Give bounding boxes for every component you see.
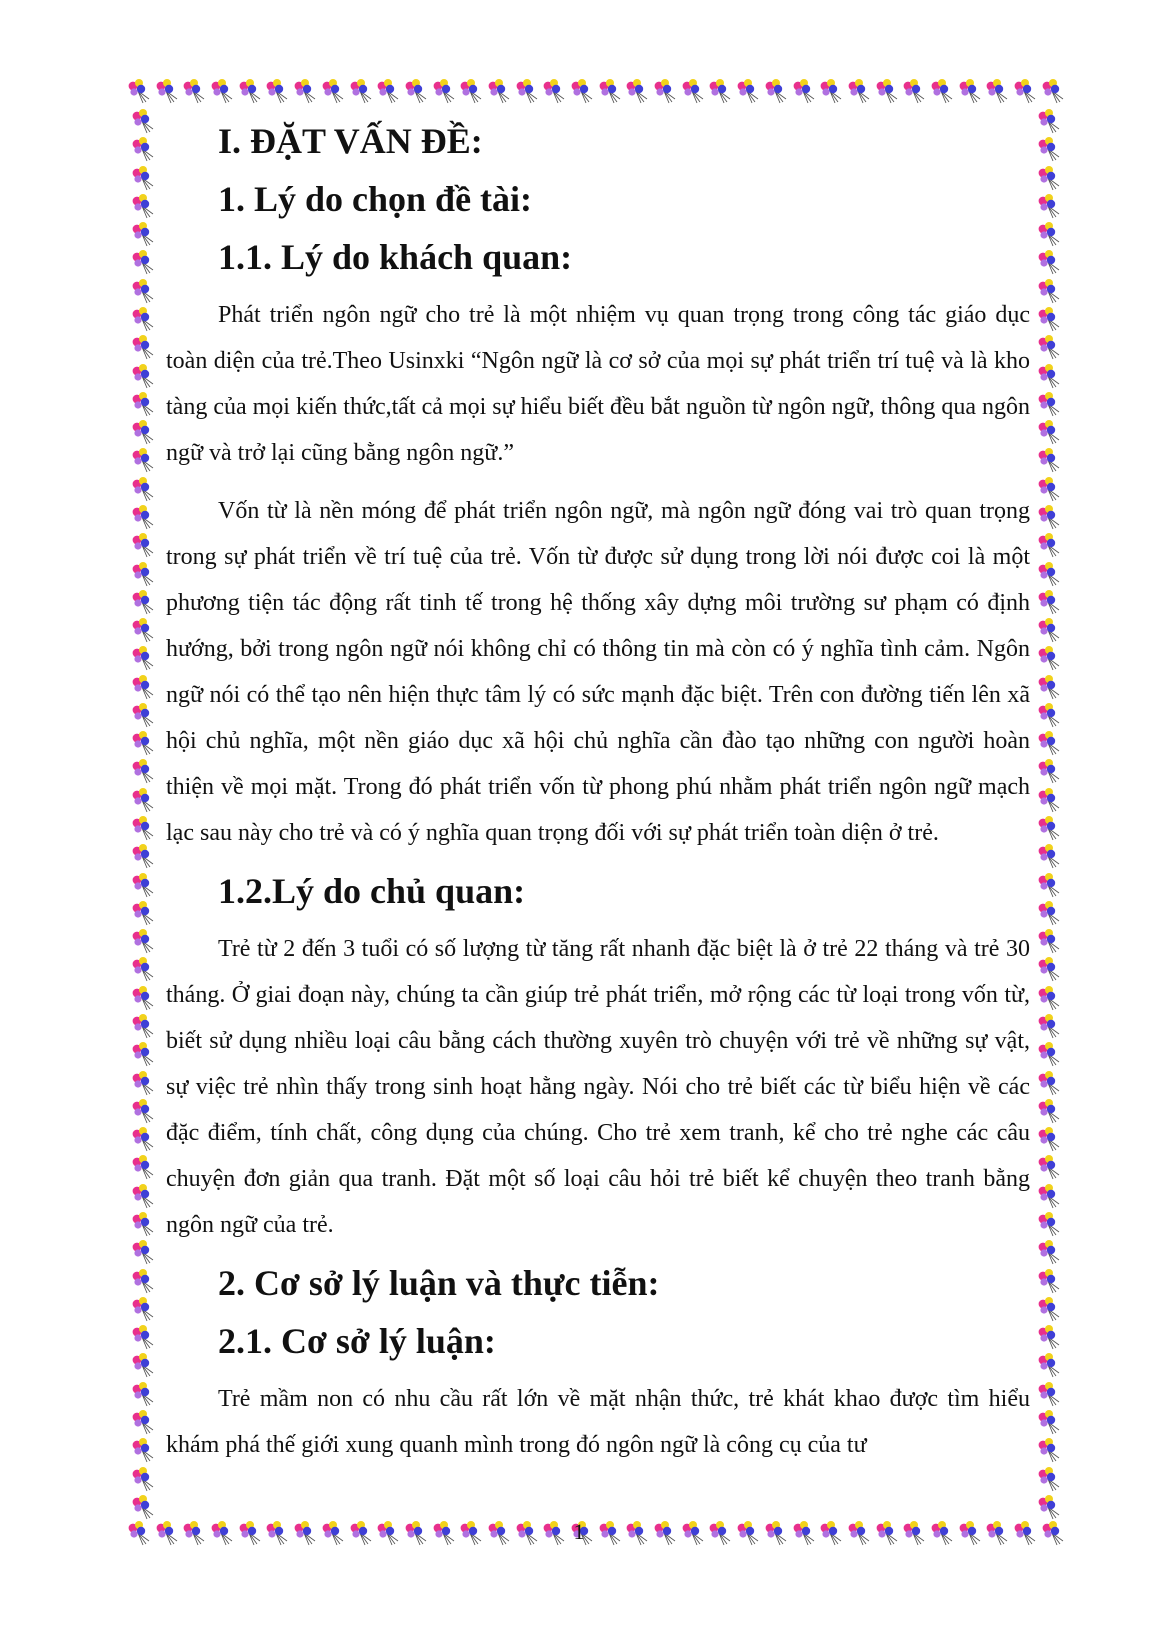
balloon-icon	[130, 1013, 156, 1039]
balloon-icon	[264, 1520, 290, 1546]
balloon-icon	[130, 391, 156, 417]
balloon-icon	[130, 1183, 156, 1209]
balloon-icon	[984, 1520, 1010, 1546]
balloon-icon	[130, 645, 156, 671]
section-heading: I. ĐẶT VẤN ĐỀ:	[218, 121, 483, 161]
balloon-icon	[348, 1520, 374, 1546]
balloon-icon	[541, 78, 567, 104]
balloon-icon	[1036, 702, 1062, 728]
balloon-icon	[130, 985, 156, 1011]
balloon-icon	[209, 1520, 235, 1546]
balloon-icon	[130, 758, 156, 784]
balloon-icon	[154, 1520, 180, 1546]
balloon-icon	[1036, 306, 1062, 332]
balloon-icon	[1036, 645, 1062, 671]
balloon-icon	[1036, 363, 1062, 389]
balloon-icon	[597, 1520, 623, 1546]
balloon-icon	[818, 78, 844, 104]
balloon-icon	[1036, 1041, 1062, 1067]
balloon-icon	[264, 78, 290, 104]
balloon-icon	[130, 872, 156, 898]
page-border-bottom	[126, 1516, 1066, 1550]
balloon-icon	[652, 78, 678, 104]
section-heading: 1.2.Lý do chủ quan:	[218, 871, 526, 911]
balloon-icon	[130, 504, 156, 530]
balloon-icon	[403, 1520, 429, 1546]
balloon-icon	[130, 1466, 156, 1492]
balloon-icon	[901, 78, 927, 104]
balloon-icon	[1036, 1268, 1062, 1294]
balloon-icon	[130, 702, 156, 728]
balloon-icon	[130, 363, 156, 389]
document-body	[166, 112, 1030, 1474]
balloon-icon	[1036, 900, 1062, 926]
balloon-icon	[957, 1520, 983, 1546]
balloon-icon	[514, 1520, 540, 1546]
section-heading: 2. Cơ sở lý luận và thực tiễn:	[218, 1263, 660, 1303]
balloon-icon	[1036, 165, 1062, 191]
balloon-icon	[1036, 872, 1062, 898]
balloon-icon	[541, 1520, 567, 1546]
balloon-icon	[1036, 136, 1062, 162]
balloon-icon	[624, 78, 650, 104]
balloon-icon	[597, 78, 623, 104]
balloon-icon	[569, 78, 595, 104]
page-border-right	[1032, 108, 1066, 1520]
balloon-icon	[458, 78, 484, 104]
balloon-icon	[458, 1520, 484, 1546]
balloon-icon	[957, 78, 983, 104]
balloon-icon	[130, 1352, 156, 1378]
balloon-icon	[1036, 1437, 1062, 1463]
balloon-icon	[130, 730, 156, 756]
balloon-icon	[874, 78, 900, 104]
balloon-icon	[1036, 956, 1062, 982]
balloon-icon	[130, 787, 156, 813]
balloon-icon	[130, 108, 156, 134]
balloon-icon	[1036, 843, 1062, 869]
balloon-icon	[652, 1520, 678, 1546]
balloon-icon	[130, 1381, 156, 1407]
balloon-icon	[320, 78, 346, 104]
balloon-icon	[130, 1409, 156, 1435]
balloon-icon	[130, 136, 156, 162]
balloon-icon	[1040, 78, 1066, 104]
body-paragraph: Trẻ từ 2 đến 3 tuổi có số lượng từ tăng rất nhanh đặc biệt là ở trẻ 22 tháng và trẻ 30 tháng. Ở giai đoạn này, chúng ta cần giúp trẻ phát triển, mở rộng các từ loại trong vốn từ, biết sử dụng nhiều loại câu bằng cách thường xuyên trò chuyện với trẻ về những sự vật, sự việc trẻ nhìn thấy trong sinh hoạt hằng ngày. Nói cho trẻ biết các từ biểu hiện về các đặc điểm, tính chất, công dụng của chúng. Cho trẻ xem tranh, kể cho trẻ nghe các câu chuyện đơn giản qua tranh. Đặt một số loại câu hỏi trẻ biết kể chuyện theo tranh bằng ngôn ngữ của trẻ.	[166, 936, 1030, 1238]
balloon-icon	[130, 221, 156, 247]
balloon-icon	[1036, 815, 1062, 841]
balloon-icon	[1036, 985, 1062, 1011]
balloon-icon	[763, 1520, 789, 1546]
balloon-icon	[1036, 1296, 1062, 1322]
balloon-icon	[1036, 391, 1062, 417]
balloon-icon	[292, 1520, 318, 1546]
balloon-icon	[1012, 1520, 1038, 1546]
balloon-icon	[130, 1239, 156, 1265]
balloon-icon	[514, 78, 540, 104]
balloon-icon	[320, 1520, 346, 1546]
balloon-icon	[1036, 221, 1062, 247]
balloon-icon	[818, 1520, 844, 1546]
balloon-icon	[1036, 758, 1062, 784]
balloon-icon	[735, 78, 761, 104]
balloon-icon	[791, 78, 817, 104]
balloon-icon	[874, 1520, 900, 1546]
section-heading: 1. Lý do chọn đề tài:	[218, 179, 533, 219]
balloon-icon	[130, 165, 156, 191]
balloon-icon	[1036, 108, 1062, 134]
balloon-icon	[680, 78, 706, 104]
balloon-icon	[1036, 334, 1062, 360]
balloon-icon	[130, 1041, 156, 1067]
balloon-icon	[130, 532, 156, 558]
balloon-icon	[1036, 1013, 1062, 1039]
balloon-icon	[1036, 589, 1062, 615]
balloon-icon	[130, 306, 156, 332]
balloon-icon	[130, 928, 156, 954]
balloon-icon	[1036, 787, 1062, 813]
balloon-icon	[929, 1520, 955, 1546]
balloon-icon	[901, 1520, 927, 1546]
balloon-icon	[130, 1296, 156, 1322]
balloon-icon	[1036, 617, 1062, 643]
balloon-icon	[929, 78, 955, 104]
balloon-icon	[181, 1520, 207, 1546]
balloon-icon	[1040, 1520, 1066, 1546]
balloon-icon	[130, 815, 156, 841]
balloon-icon	[624, 1520, 650, 1546]
balloon-icon	[237, 78, 263, 104]
balloon-icon	[680, 1520, 706, 1546]
balloon-icon	[130, 1268, 156, 1294]
balloon-icon	[154, 78, 180, 104]
balloon-icon	[1036, 1098, 1062, 1124]
balloon-icon	[1036, 447, 1062, 473]
balloon-icon	[1036, 1070, 1062, 1096]
balloon-icon	[130, 843, 156, 869]
balloon-icon	[209, 78, 235, 104]
balloon-icon	[130, 1126, 156, 1152]
balloon-icon	[130, 447, 156, 473]
balloon-icon	[1036, 674, 1062, 700]
balloon-icon	[403, 78, 429, 104]
balloon-icon	[1036, 1324, 1062, 1350]
balloon-icon	[846, 78, 872, 104]
balloon-icon	[1036, 249, 1062, 275]
balloon-icon	[130, 1070, 156, 1096]
balloon-icon	[130, 278, 156, 304]
balloon-icon	[1036, 504, 1062, 530]
balloon-icon	[846, 1520, 872, 1546]
balloon-icon	[1012, 78, 1038, 104]
balloon-icon	[130, 674, 156, 700]
section-heading: 2.1. Cơ sở lý luận:	[218, 1321, 496, 1361]
balloon-icon	[984, 78, 1010, 104]
balloon-icon	[1036, 278, 1062, 304]
balloon-icon	[130, 1154, 156, 1180]
balloon-icon	[126, 78, 152, 104]
balloon-icon	[130, 419, 156, 445]
balloon-icon	[292, 78, 318, 104]
balloon-icon	[707, 1520, 733, 1546]
balloon-icon	[1036, 1154, 1062, 1180]
balloon-icon	[1036, 193, 1062, 219]
balloon-icon	[486, 78, 512, 104]
balloon-icon	[130, 193, 156, 219]
balloon-icon	[735, 1520, 761, 1546]
body-paragraph: Phát triển ngôn ngữ cho trẻ là một nhiệm vụ quan trọng trong công tác giáo dục toàn diện của trẻ.Theo Usinxki “Ngôn ngữ là cơ sở của mọi sự phát triển trí tuệ và là kho tàng của mọi kiến thức,tất cả mọi sự hiểu biết đều bắt nguồn từ ngôn ngữ, thông qua ngôn ngữ và trở lại cũng bằng ngôn ngữ.”	[166, 302, 1030, 466]
balloon-icon	[130, 476, 156, 502]
balloon-icon	[1036, 476, 1062, 502]
balloon-icon	[1036, 1126, 1062, 1152]
page-number: 1	[573, 1519, 585, 1544]
body-paragraph: Vốn từ là nền móng để phát triển ngôn ngữ, mà ngôn ngữ đóng vai trò quan trọng trong sự phát triển về trí tuệ của trẻ. Vốn từ được sử dụng trong lời nói được coi là một phương tiện tác động rất tinh tế trong hệ thống xây dựng môi trường sư phạm có định hướng, bởi trong ngôn ngữ nói không chỉ có thông tin mà còn có ý nghĩa tình cảm. Ngôn ngữ nói có thể tạo nên hiện thực tâm lý có sức mạnh đặc biệt. Trên con đường tiến lên xã hội chủ nghĩa, một nền giáo dục xã hội chủ nghĩa cần đào tạo những con người hoàn thiện về mọi mặt. Trong đó phát triển vốn từ phong phú nhằm phát triển ngôn ngữ mạch lạc sau này cho trẻ và có ý nghĩa quan trọng đối với sự phát triển toàn diện ở trẻ.	[166, 498, 1030, 846]
balloon-icon	[431, 78, 457, 104]
body-paragraph: Trẻ mầm non có nhu cầu rất lớn về mặt nhận thức, trẻ khát khao được tìm hiểu khám phá thế giới xung quanh mình trong đó ngôn ngữ là công cụ của tư	[166, 1386, 1030, 1458]
balloon-icon	[130, 1324, 156, 1350]
balloon-icon	[486, 1520, 512, 1546]
balloon-icon	[348, 78, 374, 104]
page-border-top	[126, 74, 1066, 108]
balloon-icon	[237, 1520, 263, 1546]
balloon-icon	[130, 334, 156, 360]
balloon-icon	[130, 1437, 156, 1463]
balloon-icon	[1036, 1211, 1062, 1237]
balloon-icon	[130, 561, 156, 587]
balloon-icon	[375, 1520, 401, 1546]
balloon-icon	[1036, 1494, 1062, 1520]
balloon-icon	[791, 1520, 817, 1546]
balloon-icon	[707, 78, 733, 104]
balloon-icon	[130, 956, 156, 982]
balloon-icon	[375, 78, 401, 104]
balloon-icon	[130, 249, 156, 275]
balloon-icon	[1036, 1466, 1062, 1492]
balloon-icon	[1036, 1239, 1062, 1265]
balloon-icon	[1036, 1381, 1062, 1407]
balloon-icon	[130, 1098, 156, 1124]
page-border-left	[126, 108, 160, 1520]
balloon-icon	[1036, 1183, 1062, 1209]
balloon-icon	[130, 1211, 156, 1237]
balloon-icon	[1036, 928, 1062, 954]
balloon-icon	[130, 589, 156, 615]
balloon-icon	[181, 78, 207, 104]
balloon-icon	[1036, 532, 1062, 558]
balloon-icon	[1036, 1409, 1062, 1435]
section-heading: 1.1. Lý do khách quan:	[218, 237, 573, 277]
balloon-icon	[130, 617, 156, 643]
balloon-icon	[431, 1520, 457, 1546]
balloon-icon	[1036, 419, 1062, 445]
balloon-icon	[763, 78, 789, 104]
balloon-icon	[126, 1520, 152, 1546]
balloon-icon	[1036, 730, 1062, 756]
balloon-icon	[130, 1494, 156, 1520]
balloon-icon	[130, 900, 156, 926]
balloon-icon	[1036, 561, 1062, 587]
balloon-icon	[1036, 1352, 1062, 1378]
